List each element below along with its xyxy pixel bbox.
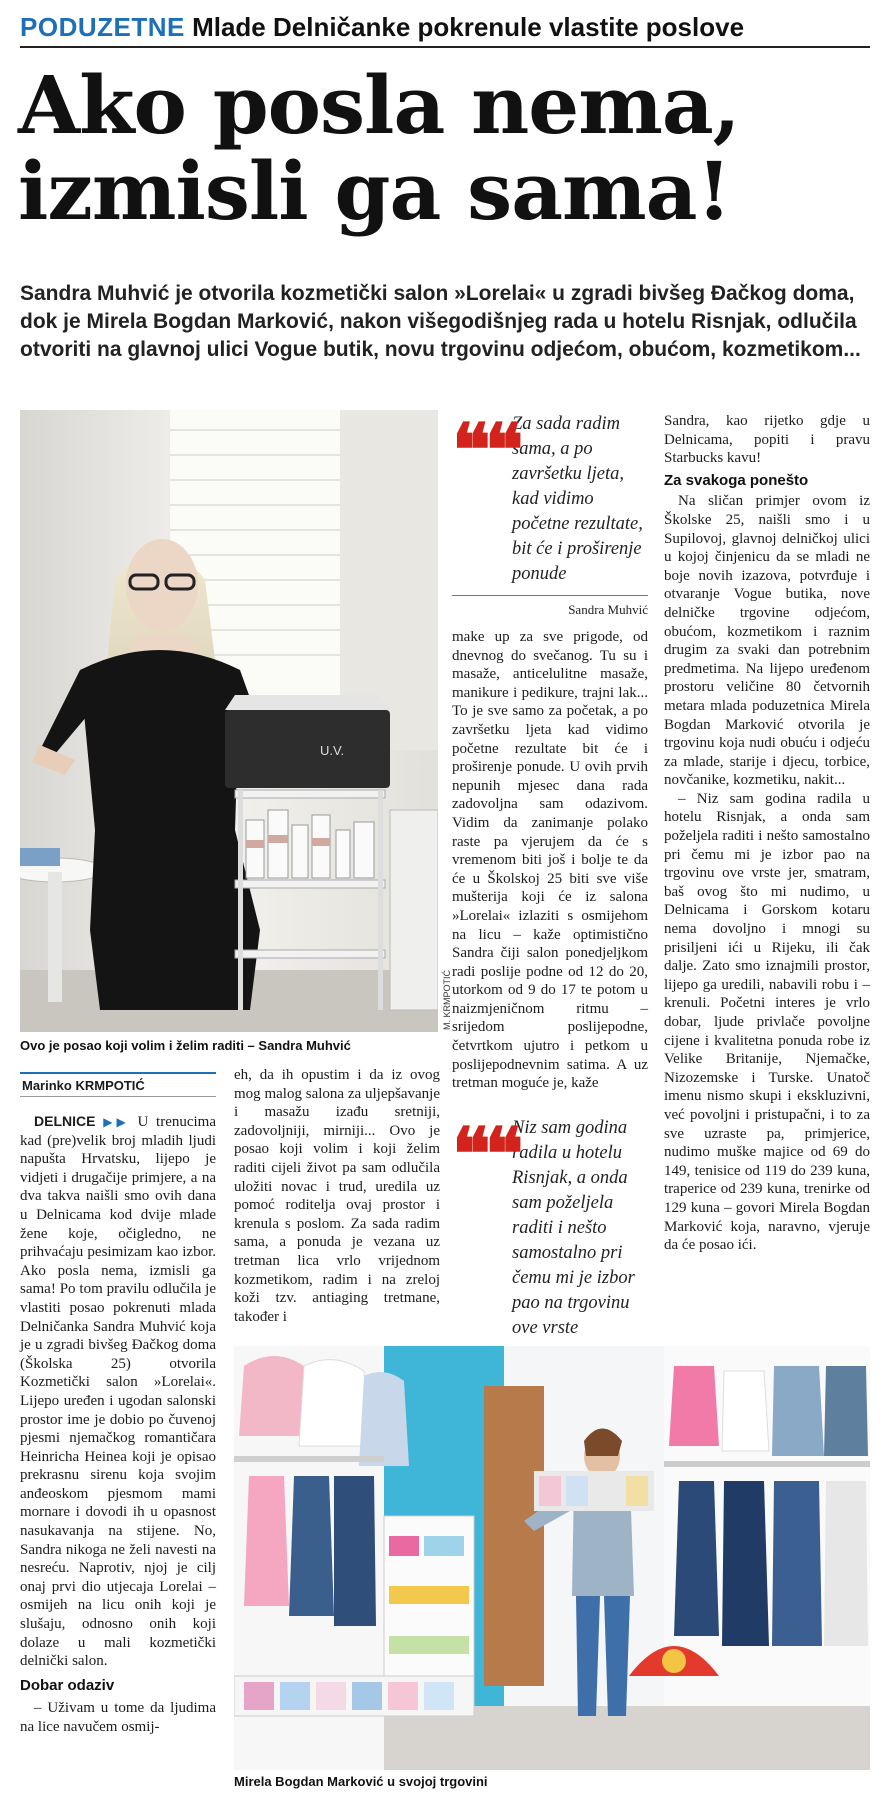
pull-quote-2-text: Niz sam godina radila u hotelu Risnjak, a onda sam poželjela raditi i nešto samostalno pri čemu mi je izbor pao na trgovinu ove vrste	[512, 1118, 635, 1338]
photo-credit: M. KRMPOTIĆ	[442, 970, 452, 1030]
article-column-2: eh, da ih opustim i da iz ovog mog malog salona za uljepšavanje i masažu izađu sretniji, zadovoljniji, mirniji... Ovo je posao koji volim i koji želim raditi cijeli život pa sam odlučila uložiti novac i trud, uredila uz pomoć roditelja ovaj prostor i krenula s poslom. Za sada radim sama, a ponuda je vezana uz tretman lica vrlo vrijednom kozmetikom, radim i na zreloj koži tzv. antiaging tretmane, također i	[234, 1067, 440, 1325]
subhead-za-svakoga-ponesto: Za svakoga ponešto	[664, 471, 809, 489]
column-4-paragraph-2: Na sličan primjer ovom iz Školske 25, naišli smo i u Supilovoj, glavnoj delničkoj ulici u kojoj činjenicu da se mladi ne boje novih izazova, potvrđuje i otvaranje Vogue butika, nove delničke trgovine odjećom, obućom, kozmetikom i raznim drugim za svaki dan potrebnim predmetima. Na lijepo uređenom prostoru veličine 80 četvornih metara mlada poduzetnica Mirela Bogdan Marković otvorila je trgovinu koja nudi obuću i odjeću za mlade, starije i djecu, torbice, novčanike, kozmetiku, nakit...	[664, 493, 870, 789]
device-label: U.V.	[320, 743, 345, 758]
lead-paragraph: Sandra Muhvić je otvorila kozmetički salon »Lorelai« u zgradi bivšeg Đačkog doma, dok je Mirela Bogdan Marković, nakon višegodišnjeg rada u hotelu Risnjak, odlučila otvoriti na glavnoj ulici Vogue butik, novu trgovinu odjećom, obućom, kozmetikom...	[20, 282, 861, 361]
dateline-arrow-icon: ▶▶	[103, 1115, 130, 1129]
article-column-1	[20, 1112, 216, 1737]
salon-photo-caption: Ovo je posao koji volim i želim raditi – Sandra Muhvić	[20, 1038, 351, 1053]
column-4-paragraph-3: – Niz sam godina radila u hotelu Risnjak, a onda sam poželjela raditi i nešto samostalno pri čemu mi je izbor pao na trgovinu ove vrste jer, smatram, baš ovog što mi nudimo, u Delnicama i Gorskom kotaru nema dovoljno i mnogi su prisiljeni ići u Rijeku, ili čak dalje. Zato smo iznajmili prostor, lijepo ga uredili, nabavili robu i – krenuli. Početni interes je vrlo dobar, ljude privlače povoljne cijene i kvalitetna ponuda robe iz Velike Britanije, Njemačke, Nizozemske i Turske. Unatoč imenu nismo skupi i ekskluzivni, već povoljni i pristupačni, i to za sve uzraste pa, primjerice, nudimo muške majice od 69 do 149, tenisice od 119 do 239 kuna, traperice od 239 kuna, trenirke od 129 kuna – govori Mirela Bogdan Marković koja, naravno, vjeruje da će posao ići.	[664, 790, 870, 1254]
subhead-dobar-odaziv: Dobar odaziv	[20, 1676, 115, 1694]
pull-quote-1-text: Za sada radim sama, a po završetku ljeta, kad vidimo početne rezultate, bit će i proširenje ponude	[512, 414, 643, 584]
headline-line-1: Ako posla nema,	[18, 58, 740, 152]
kicker-keyword: PODUZETNE	[20, 12, 185, 42]
boutique-photo	[234, 1346, 870, 1770]
salon-photo	[20, 410, 438, 1032]
quote-mark-icon: ❝❝	[452, 407, 518, 492]
headline-line-2: izmisli ga sama!	[18, 144, 731, 238]
headline	[18, 58, 878, 238]
quote-mark-icon: ❝❝	[452, 1111, 518, 1196]
column-1-paragraph-2: – Uživam u tome da ljudima na lice navučem osmij-	[20, 1700, 216, 1735]
byline	[20, 1072, 216, 1097]
article-column-4	[664, 412, 870, 1255]
byline-last-name: KRMPOTIĆ	[75, 1078, 145, 1093]
column-1-paragraph-1: U trenucima kad (pre)velik broj mladih ljudi napušta Hrvatsku, lijepo je vidjeti i drugačije primjere, a na dva takva naišli smo ovih dana u Delnicama kod dvije mlade žene koje, očigledno, ne prihvaćaju pesimizam kao izbor. Ako posla nema, izmisli ga sama! Po tom pravilu odlučila je vlastiti posao pokrenuti mlada Delničanka Sandra Muhvić koja je u zgradi bivšeg Đačkog doma (Školska 25) otvorila Kozmetički salon »Lorelai«. Lijepo uređen i ugodan salonski prostor ime je dobio po čuvenoj pjesmi njemačkog romantičara Heinricha Heinea koji je opisao prekrasnu sirenu koja svojim anđeoskom pjesmom mami mornare i dovodi ih u opasnost nasukavanja na stijene. No, Sandra nikoga ne želi navesti na nesreću. Naprotiv, njoj je cilj onaj prvi dio utjecaja Lorelai – osmijeh na licu onih koji je slušaju, odnosno onih koji dolaze u mali kozmetički delnički salon.	[20, 1114, 217, 1670]
boutique-photo-caption: Mirela Bogdan Marković u svojoj trgovini	[234, 1774, 488, 1789]
pull-quote-1-source: Sandra Muhvić	[452, 595, 648, 618]
pull-quote-2	[452, 1111, 648, 1372]
boutique-photo-image	[234, 1346, 870, 1770]
salon-photo-image	[20, 410, 438, 1032]
column-4-paragraph-1: Sandra, kao rijetko gdje u Delnicama, popiti i pravu Starbucks kavu!	[664, 413, 870, 467]
kicker	[20, 12, 870, 48]
article-column-3: make up za sve prigode, od dnevnog do svečanog. Tu su i masaže, anticelulitne masaže, manikure i pedikure, trajni lak... To je sve samo za početak, a po završetku ljeta kad vidimo početne rezultate bit će i proširenje ponude. U ovih prvih nepunih mjesec dana rada zadovoljna sam odazivom. Vidim da zanimanje polako raste pa vjerujem da će s vremenom biti još i bolje te da će u Školskoj 25 biti sve više mušterija koji će iz salona »Lorelai« izlaziti s osmijehom na licu – kaže optimistično Sandra čiji salon ponedjeljkom radi poslije podne od 12 do 20, utorkom od 9 do 17 te potom u naizmjeničnom ritmu – srijedom poslijepodne, četvrtkom ujutro i petkom u poslijepodnevnim satima. A uz tretman moguće je, kaže	[452, 629, 648, 1092]
kicker-text: Mlade Delničanke pokrenule vlastite poslove	[192, 12, 745, 42]
byline-first-name: Marinko	[22, 1078, 72, 1093]
pull-quote-1	[452, 407, 648, 618]
dateline: DELNICE	[34, 1113, 96, 1129]
